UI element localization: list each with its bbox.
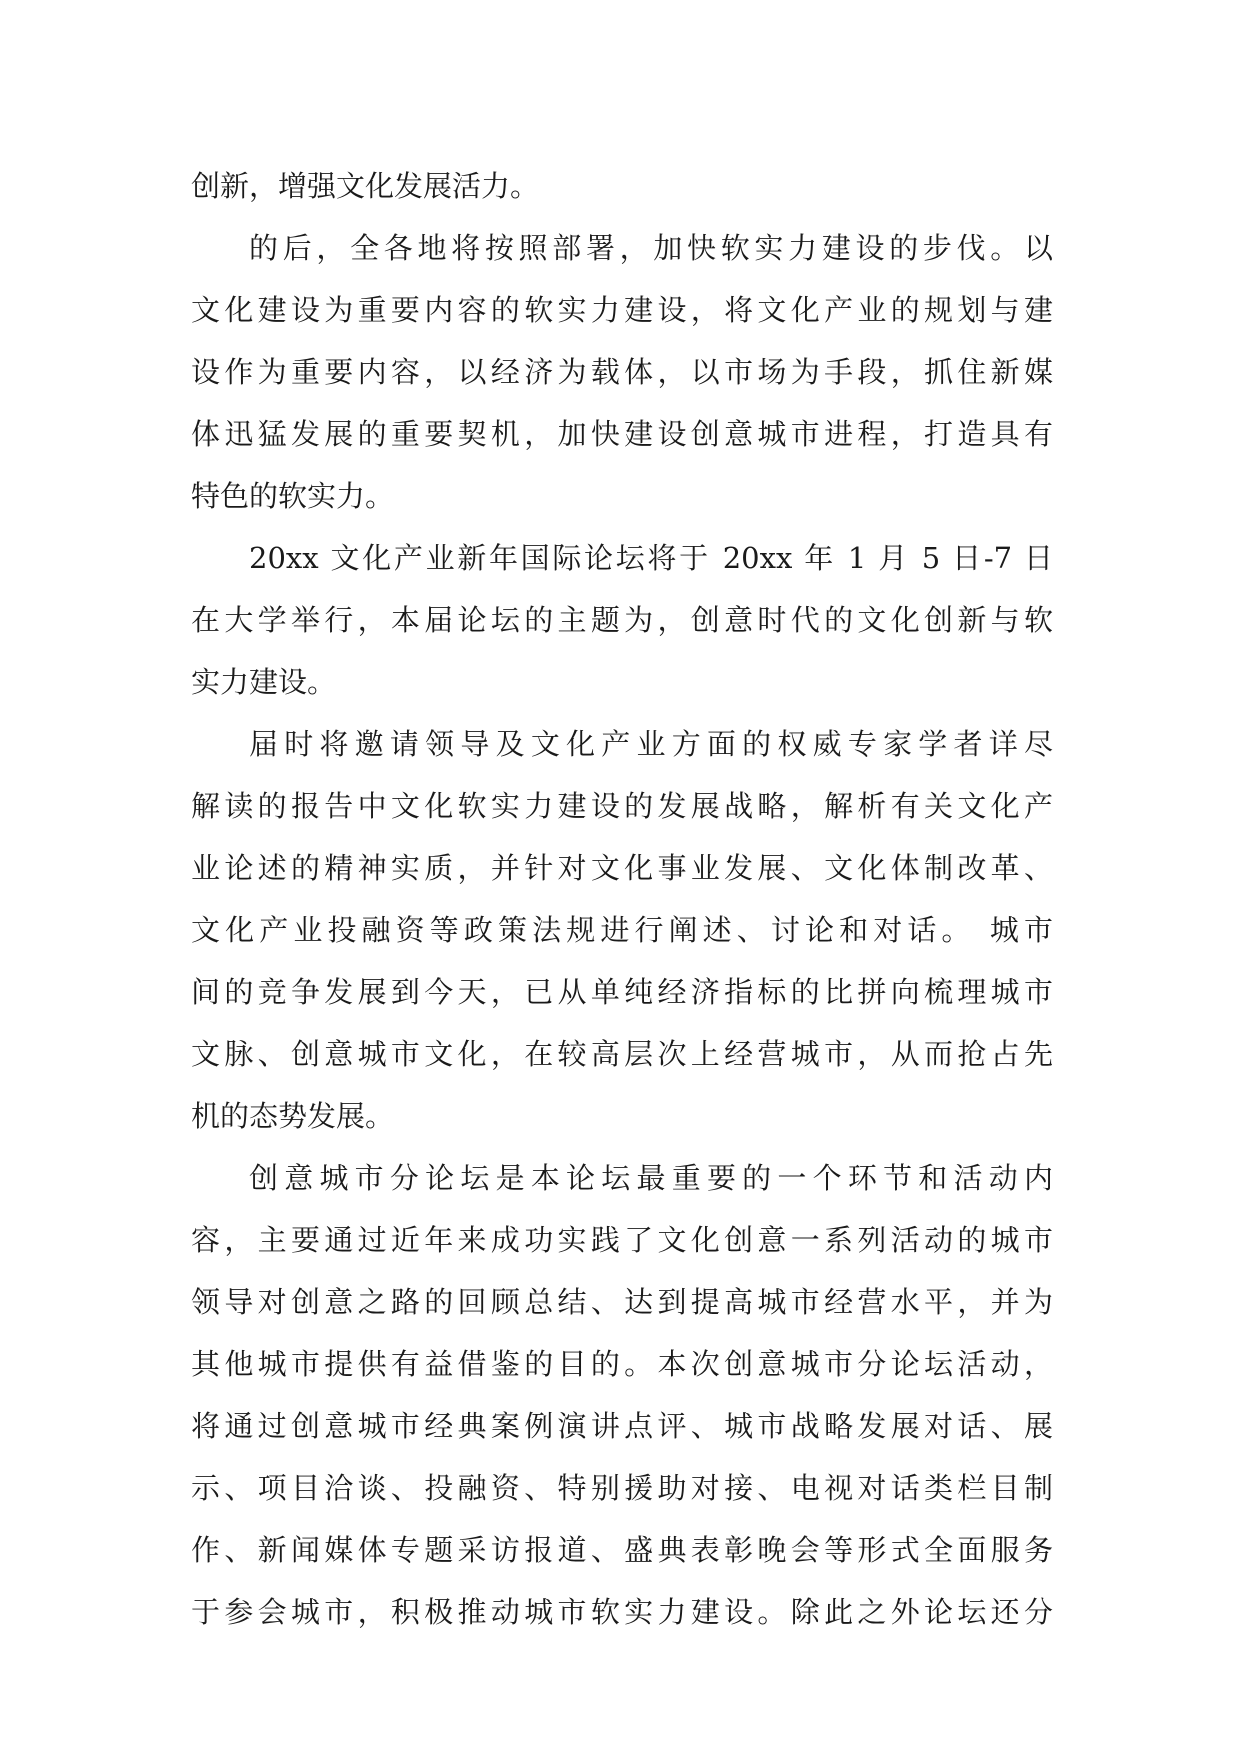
text-line: 文脉、创意城市文化，在较高层次上经营城市，从而抢占先 bbox=[191, 1037, 1053, 1071]
text-line: 将通过创意城市经典案例演讲点评、城市战略发展对话、展 bbox=[191, 1409, 1053, 1443]
text-line: 实力建设。 bbox=[191, 665, 337, 699]
paragraph-3 bbox=[191, 527, 1053, 713]
text-line: 解读的报告中文化软实力建设的发展战略，解析有关文化产 bbox=[191, 789, 1053, 823]
text-line: 的后，全各地将按照部署，加快软实力建设的步伐。以 bbox=[249, 231, 1053, 265]
text-line: 特色的软实力。 bbox=[191, 479, 395, 513]
text-line: 文化建设为重要内容的软实力建设，将文化产业的规划与建 bbox=[191, 293, 1053, 327]
text-line: 20xx 文化产业新年国际论坛将于 20xx 年 1 月 5 日-7 日 bbox=[249, 541, 1053, 575]
text-line: 文化产业投融资等政策法规进行阐述、讨论和对话。 城市 bbox=[191, 913, 1053, 947]
text-line: 创意城市分论坛是本论坛最重要的一个环节和活动内 bbox=[249, 1161, 1053, 1195]
text-line: 示、项目洽谈、投融资、特别援助对接、电视对话类栏目制 bbox=[191, 1471, 1053, 1505]
text-line: 设作为重要内容，以经济为载体，以市场为手段，抓住新媒 bbox=[191, 355, 1053, 389]
text-line: 体迅猛发展的重要契机，加快建设创意城市进程，打造具有 bbox=[191, 417, 1053, 451]
paragraph-5 bbox=[191, 1147, 1053, 1643]
text-line: 机的态势发展。 bbox=[191, 1099, 395, 1133]
text-line: 其他城市提供有益借鉴的目的。本次创意城市分论坛活动， bbox=[191, 1347, 1053, 1381]
paragraph-4 bbox=[191, 713, 1053, 1147]
text-line: 作、新闻媒体专题采访报道、盛典表彰晚会等形式全面服务 bbox=[191, 1533, 1053, 1567]
text-line: 业论述的精神实质，并针对文化事业发展、文化体制改革、 bbox=[191, 851, 1053, 885]
text-line: 创新，增强文化发展活力。 bbox=[191, 169, 540, 203]
text-line: 在大学举行，本届论坛的主题为，创意时代的文化创新与软 bbox=[191, 603, 1053, 637]
paragraph-1 bbox=[191, 155, 1053, 217]
text-line: 领导对创意之路的回顾总结、达到提高城市经营水平，并为 bbox=[191, 1285, 1053, 1319]
text-line: 容，主要通过近年来成功实践了文化创意一系列活动的城市 bbox=[191, 1223, 1053, 1257]
text-line: 届时将邀请领导及文化产业方面的权威专家学者详尽 bbox=[249, 727, 1053, 761]
text-line: 间的竞争发展到今天，已从单纯经济指标的比拼向梳理城市 bbox=[191, 975, 1053, 1009]
text-line: 于参会城市，积极推动城市软实力建设。除此之外论坛还分 bbox=[191, 1595, 1053, 1629]
paragraph-2 bbox=[191, 217, 1053, 527]
document-body bbox=[191, 155, 1053, 1643]
